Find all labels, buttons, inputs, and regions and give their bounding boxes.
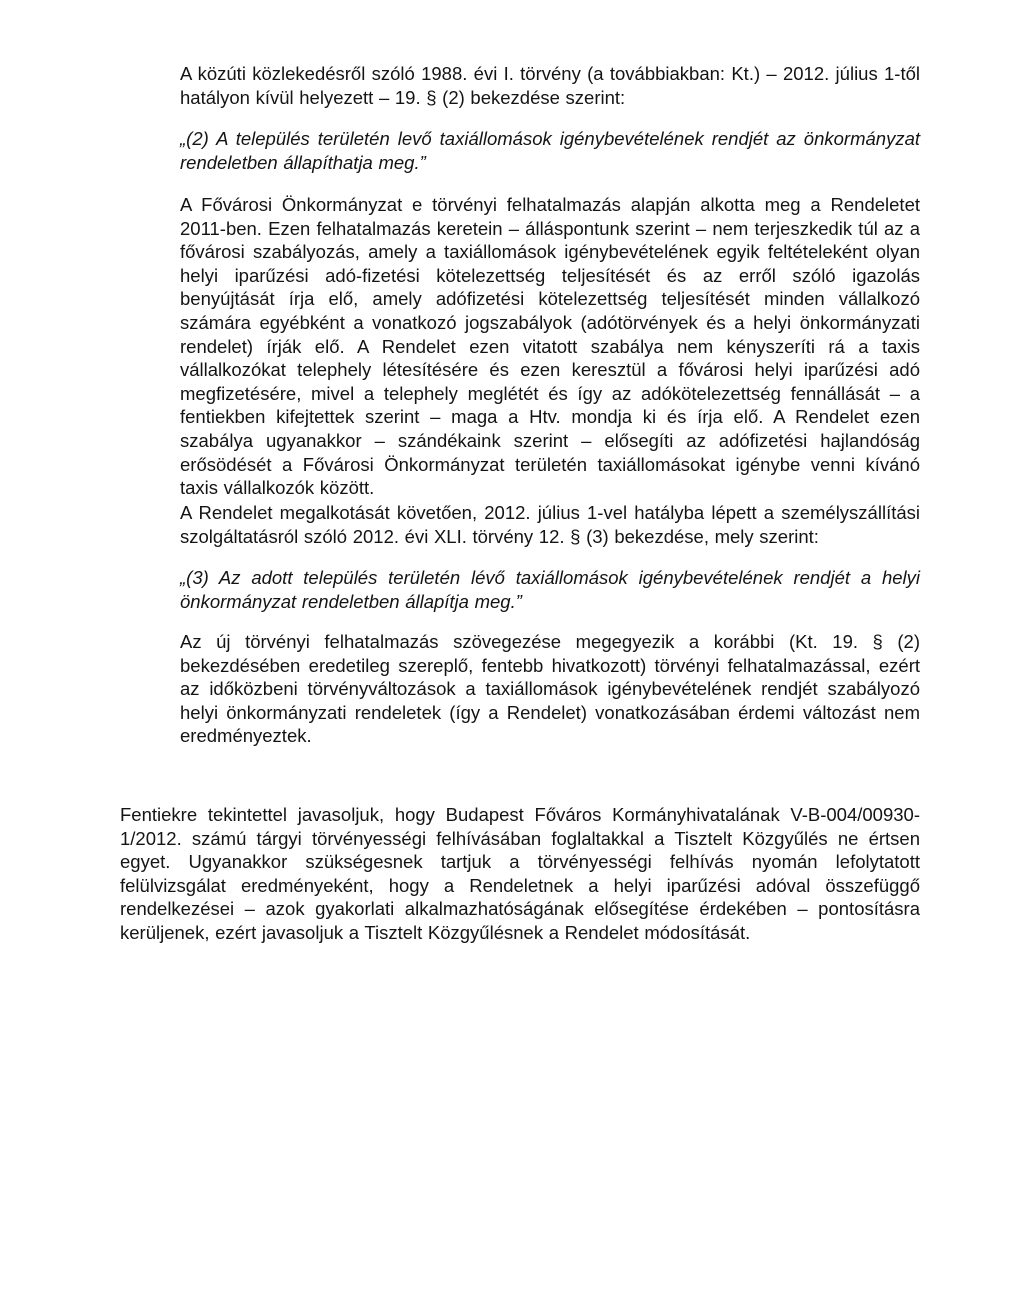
new-law-paragraph: A Rendelet megalkotását követően, 2012. július 1-vel hatályba lépett a személyszállítási szolgáltatásról szóló 2012. évi XLI. törvény 12. § (3) bekezdése, mely szerint:	[180, 502, 920, 547]
new-law-quote-paragraph: „(3) Az adott település területén lévő taxiállomások igénybevételének rendjét a helyi önkormányzat rendeletben állapítja meg.”	[180, 567, 920, 612]
comparison-paragraph: Az új törvényi felhatalmazás szövegezése megegyezik a korábbi (Kt. 19. § (2) bekezdésében eredetileg szereplő, fentebb hivatkozott) törvényi felhatalmazással, ezért az időközbeni törvényváltozások a taxiállomások igénybevételének rendjét szabályozó helyi önkormányzati rendeletek (így a Rendelet) vonatkozásában érdemi változást nem eredményeztek.	[180, 631, 920, 747]
intro-paragraph: A közúti közlekedésről szóló 1988. évi I. törvény (a továbbiakban: Kt.) – 2012. július 1-től hatályon kívül helyezett – 19. § (2) bekezdése szerint:	[180, 63, 920, 108]
authorization-paragraph: A Fővárosi Önkormányzat e törvényi felhatalmazás alapján alkotta meg a Rendeletet 2011-ben. Ezen felhatalmazás keretein – álláspontunk szerint – nem terjeszkedik túl az a fővárosi szabályozás, amely a taxiállomások igénybevételének egyik feltételeként olyan helyi iparűzési adó-fizetési kötelezettség teljesítését és az erről szóló igazolás benyújtását írja elő, amely adófizetési kötelezettség teljesítését minden vállalkozó számára egyébként a vonatkozó jogszabályok (adótörvények és a helyi önkormányzati rendelet) írják elő. A Rendelet ezen vitatott szabálya nem kényszeríti rá a taxis vállalkozókat telephely létesítésére és ezen keresztül a fővárosi helyi iparűzési adó megfizetésére, mivel a telephely meglétét és így az adókötelezettség fennállását – a fentiekben kifejtettek szerint – maga a Htv. mondja ki és írja elő. A Rendelet ezen szabálya ugyanakkor – szándékaink szerint – elősegíti az adófizetési hajlandóság erősödését a Fővárosi Önkormányzat területén taxiállomásokat igénybe venni kívánó taxis vállalkozók között.	[180, 194, 920, 499]
kt-quote-paragraph: „(2) A település területén levő taxiállomások igénybevételének rendjét az önkormányzat rendeletben állapíthatja meg.”	[180, 128, 920, 173]
conclusion-paragraph: Fentiekre tekintettel javasoljuk, hogy Budapest Főváros Kormányhivatalának V-B-004/00930-1/2012. számú tárgyi törvényességi felhívásában foglaltakkal a Tisztelt Közgyűlés ne értsen egyet. Ugyanakkor szükségesnek tartjuk a törvényességi felhívás nyomán lefolytatott felülvizsgálat eredményeként, hogy a Rendeletnek a helyi iparűzési adóval összefüggő rendelkezései – azok gyakorlati alkalmazhatóságának elősegítése érdekében – pontosításra kerüljenek, ezért javasoljuk a Tisztelt Közgyűlésnek a Rendelet módosítását.	[120, 804, 920, 943]
